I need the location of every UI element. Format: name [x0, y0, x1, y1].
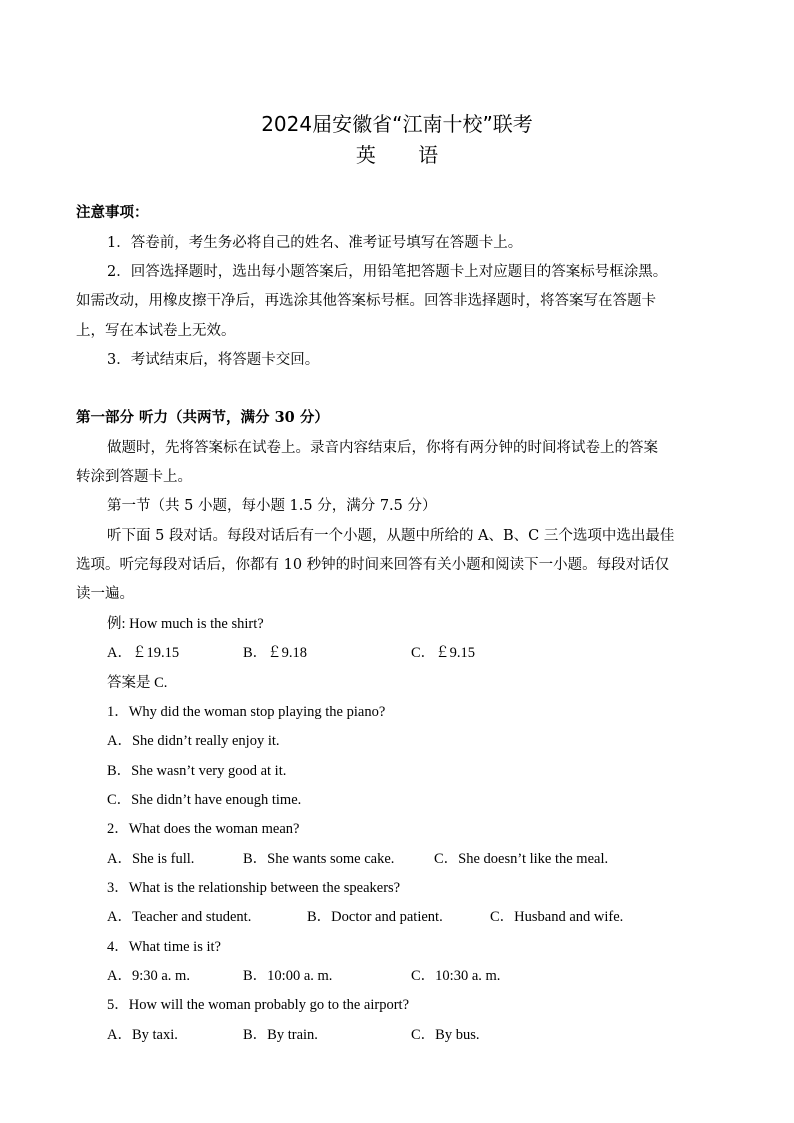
question-1-option-c: C．She didn’t have enough time.: [107, 792, 302, 808]
question-1-option-a: A．She didn’t really enjoy it.: [107, 733, 280, 749]
question-3-option-c: C．Husband and wife.: [490, 909, 624, 925]
question-5-option-c: C．By bus.: [411, 1027, 480, 1043]
question-1-option-b: B．She wasn’t very good at it.: [107, 763, 287, 779]
example-option-a: A．￡19.15: [107, 645, 180, 661]
part1-heading: 第一部分 听力（共两节，满分 30 分）: [76, 409, 329, 426]
question-3: 3．What is the relationship between the speakers?: [107, 880, 401, 896]
example-answer: 答案是 C.: [107, 675, 168, 691]
subject-title: 英 语: [355, 143, 457, 167]
question-2-option-c: C．She doesn’t like the meal.: [434, 851, 609, 867]
question-4-option-b: B．10:00 a. m.: [243, 968, 333, 984]
question-3-option-a: A．Teacher and student.: [107, 909, 252, 925]
question-4-option-a: A．9:30 a. m.: [107, 968, 190, 984]
question-5-option-b: B．By train.: [243, 1027, 318, 1043]
question-2-option-b: B．She wants some cake.: [243, 851, 395, 867]
question-1: 1．Why did the woman stop playing the piano?: [107, 704, 386, 720]
section1-instr-line-1: 听下面 5 段对话。每段对话后有一个小题，从题中所给的 A、B、C 三个选项中选出最佳: [107, 528, 675, 544]
question-4: 4．What time is it?: [107, 939, 221, 955]
question-5-option-a: A．By taxi.: [107, 1027, 178, 1043]
example-option-b: B．￡9.18: [243, 645, 308, 661]
question-2: 2．What does the woman mean?: [107, 821, 300, 837]
example-question: 例: How much is the shirt?: [107, 616, 264, 632]
question-2-option-a: A．She is full.: [107, 851, 195, 867]
example-option-c: C．￡9.15: [411, 645, 476, 661]
section1-heading: 第一节（共 5 小题，每小题 1.5 分，满分 7.5 分）: [107, 498, 437, 514]
notice-item-1: 1．答卷前，考生务必将自己的姓名、准考证号填写在答题卡上。: [107, 235, 523, 251]
part1-intro-line-2: 转涂到答题卡上。: [76, 469, 192, 485]
section1-instr-line-3: 读一遍。: [76, 586, 134, 602]
part1-intro-line-1: 做题时，先将答案标在试卷上。录音内容结束后，你将有两分钟的时间将试卷上的答案: [107, 440, 658, 456]
question-3-option-b: B．Doctor and patient.: [307, 909, 443, 925]
question-4-option-c: C．10:30 a. m.: [411, 968, 501, 984]
exam-title: 2024届安徽省“江南十校”联考: [261, 112, 533, 136]
notice-heading: 注意事项：: [76, 204, 149, 221]
question-5: 5．How will the woman probably go to the airport?: [107, 997, 410, 1013]
notice-item-2-line-1: 2．回答选择题时，选出每小题答案后，用铅笔把答题卡上对应题目的答案标号框涂黑。: [107, 264, 668, 280]
notice-item-2-line-3: 上，写在本试卷上无效。: [76, 323, 236, 339]
section1-instr-line-2: 选项。听完每段对话后，你都有 10 秒钟的时间来回答有关小题和阅读下一小题。每段对话仅: [76, 557, 670, 573]
notice-item-3: 3．考试结束后，将答题卡交回。: [107, 352, 320, 368]
notice-item-2-line-2: 如需改动，用橡皮擦干净后，再选涂其他答案标号框。回答非选择题时，将答案写在答题卡: [76, 293, 656, 309]
